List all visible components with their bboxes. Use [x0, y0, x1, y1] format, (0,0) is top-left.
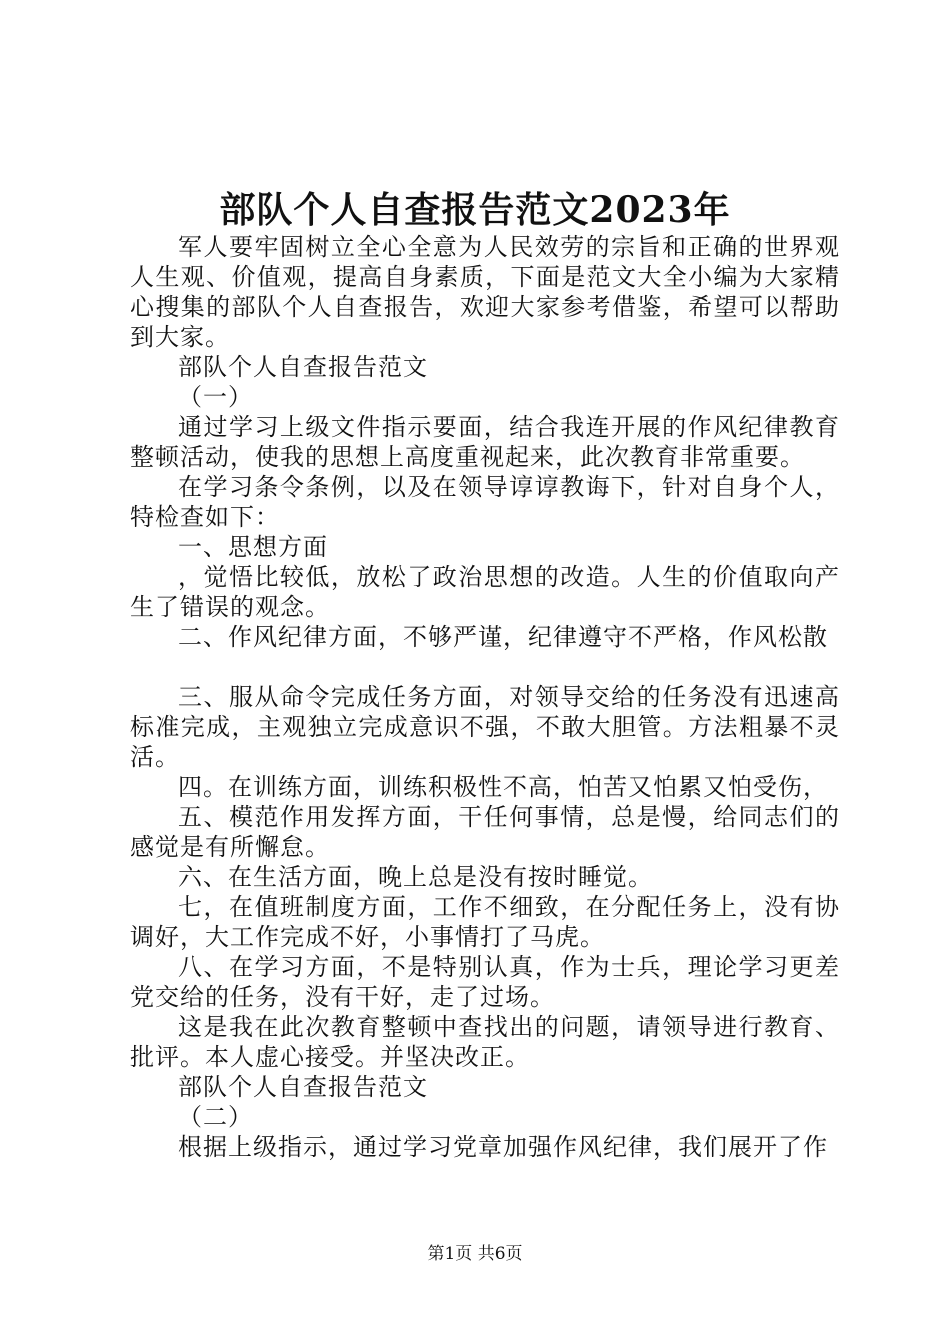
page-footer: 第1页 共6页	[427, 1244, 523, 1264]
paragraph-conclusion: 这是我在此次教育整顿中查找出的问题，请领导进行教育、批评。本人虚心接受。并坚决改正。	[130, 1013, 840, 1071]
blank-line	[130, 652, 840, 682]
paragraph-intro: 军人要牢固树立全心全意为人民效劳的宗旨和正确的世界观人生观、价值观，提高自身素质，下面是范文大全小编为大家精心搜集的部队个人自查报告，欢迎大家参考借鉴，希望可以帮助到大家。	[130, 233, 840, 351]
list-heading-thought: 一、思想方面	[178, 533, 328, 561]
list-item-duty: 七，在值班制度方面，工作不细致，在分配任务上，没有协调好，大工作完成不好，小事情打了马虎。	[130, 893, 840, 951]
list-item-life: 六、在生活方面，晚上总是没有按时睡觉。	[178, 863, 653, 891]
list-item-role-model: 五、模范作用发挥方面，干任何事情，总是慢，给同志们的感觉是有所懈怠。	[130, 803, 840, 861]
paragraph: 在学习条令条例，以及在领导谆谆教诲下，针对自身个人，特检查如下：	[130, 473, 840, 531]
list-item-training: 四。在训练方面，训练积极性不高，怕苦又怕累又怕受伤，	[178, 773, 828, 801]
section-number-1: （一）	[178, 383, 253, 411]
section-heading-1: 部队个人自查报告范文	[178, 353, 428, 381]
document-body	[130, 232, 840, 1162]
section-heading-2: 部队个人自查报告范文	[178, 1073, 428, 1101]
document-title: 部队个人自查报告范文2023年	[219, 189, 731, 231]
list-item-orders: 三、服从命令完成任务方面，对领导交给的任务没有迅速高标准完成，主观独立完成意识不强，不敢大胆管。方法粗暴不灵活。	[130, 683, 840, 771]
list-item-discipline: 二、作风纪律方面，不够严谨，纪律遵守不严格，作风松散	[178, 623, 828, 651]
paragraph: ，觉悟比较低，放松了政治思想的改造。人生的价值取向产生了错误的观念。	[130, 563, 840, 621]
paragraph: 根据上级指示，通过学习党章加强作风纪律，我们展开了作	[178, 1133, 828, 1161]
list-item-study: 八、在学习方面，不是特别认真，作为士兵，理论学习更差党交给的任务，没有干好，走了过场。	[130, 953, 840, 1011]
section-number-2: （二）	[178, 1103, 253, 1131]
paragraph: 通过学习上级文件指示要面，结合我连开展的作风纪律教育整顿活动，使我的思想上高度重视起来，此次教育非常重要。	[130, 413, 840, 471]
